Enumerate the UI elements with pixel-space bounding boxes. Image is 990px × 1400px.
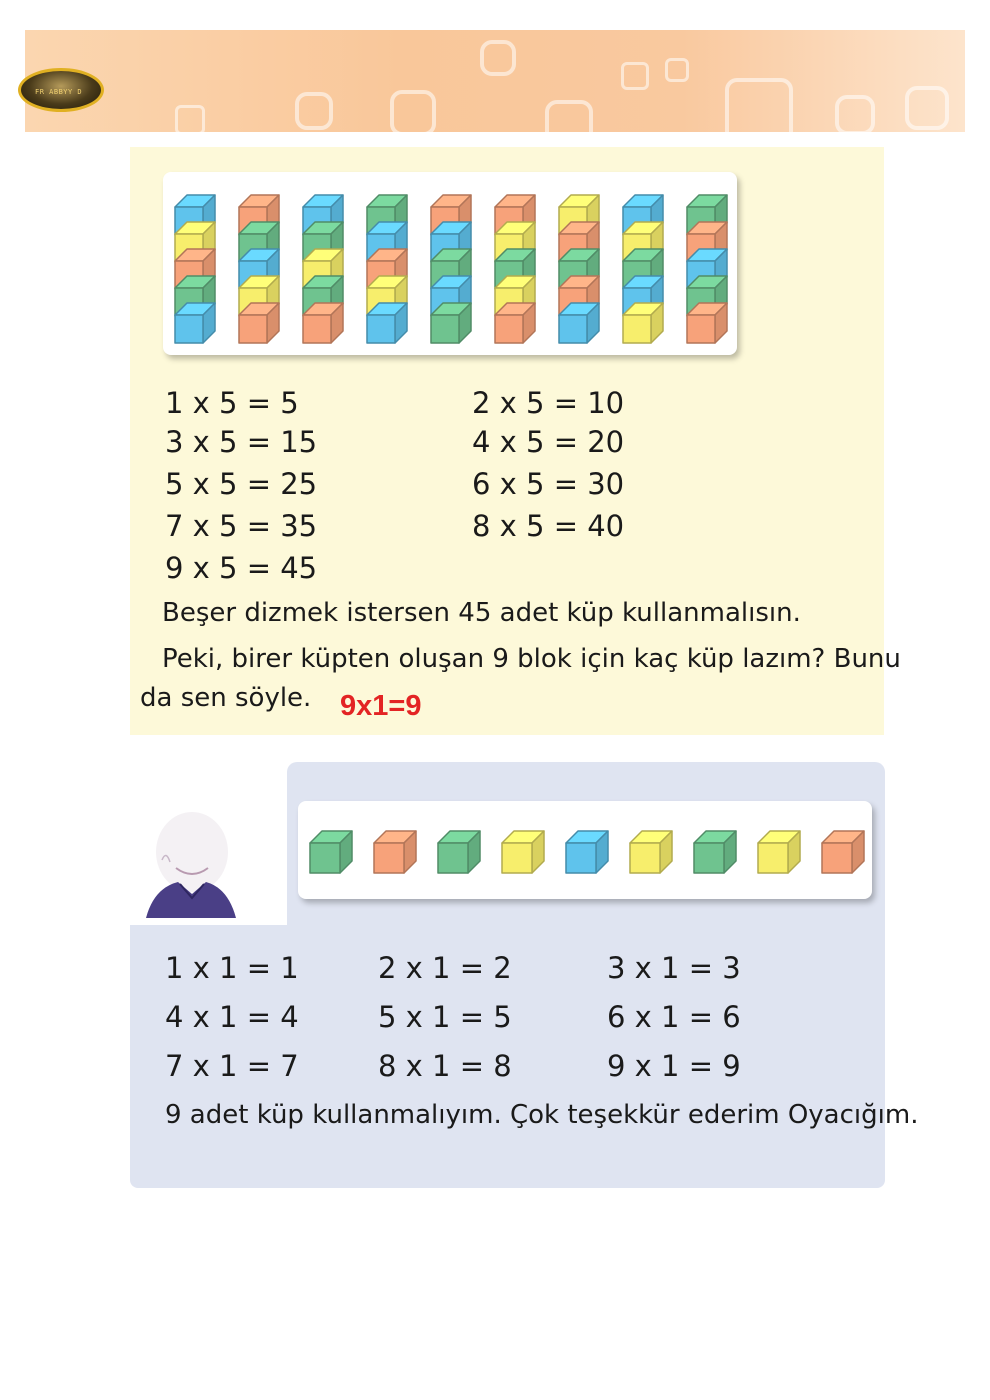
equation: 8 x 5 = 40: [472, 509, 625, 543]
cube: [495, 303, 535, 343]
handwritten-answer: 9x1=9: [340, 690, 422, 722]
cube-stacks: [163, 172, 737, 355]
equation: 6 x 1 = 6: [607, 1000, 741, 1034]
cube: [438, 831, 480, 873]
cube: [310, 831, 352, 873]
decor-square: [480, 40, 516, 76]
cube: [758, 831, 800, 873]
cube: [630, 831, 672, 873]
decor-square: [621, 62, 649, 90]
scanner-logo: FR ABBYY D: [18, 68, 104, 112]
equation: 7 x 5 = 35: [165, 509, 318, 543]
equation: 5 x 5 = 25: [165, 467, 318, 501]
cube: [566, 831, 608, 873]
cube: [374, 831, 416, 873]
question-line-1: Peki, birer küpten oluşan 9 blok için kaç küp lazım? Bunu: [162, 644, 901, 674]
equation: 4 x 5 = 20: [472, 425, 625, 459]
decor-square: [835, 95, 875, 132]
cube: [694, 831, 736, 873]
equation: 1 x 1 = 1: [165, 951, 299, 985]
decor-square: [390, 90, 436, 132]
equation: 9 x 5 = 45: [165, 551, 318, 585]
equation: 7 x 1 = 7: [165, 1049, 299, 1083]
cube: [367, 303, 407, 343]
cube: [623, 303, 663, 343]
equation: 5 x 1 = 5: [378, 1000, 512, 1034]
equation: 9 x 1 = 9: [607, 1049, 741, 1083]
equation: 2 x 5 = 10: [472, 386, 625, 420]
decor-square: [725, 78, 793, 132]
fives-sentence: Beşer dizmek istersen 45 adet küp kullanmalısın.: [162, 598, 801, 628]
equation: 3 x 1 = 3: [607, 951, 741, 985]
single-cubes-card: [298, 801, 872, 899]
equation: 2 x 1 = 2: [378, 951, 512, 985]
cube: [431, 303, 471, 343]
decor-square: [175, 105, 205, 132]
equation: 8 x 1 = 8: [378, 1049, 512, 1083]
equation: 3 x 5 = 15: [165, 425, 318, 459]
cube: [822, 831, 864, 873]
decor-square: [905, 86, 949, 130]
cube: [687, 303, 727, 343]
ones-sentence: 9 adet küp kullanmalıyım. Çok teşekkür ederim Oyacığım.: [165, 1100, 919, 1130]
equation: 1 x 5 = 5: [165, 386, 299, 420]
single-cubes: [298, 801, 872, 899]
cube-stacks-card: [163, 172, 737, 355]
cube: [239, 303, 279, 343]
decor-square: [295, 92, 333, 130]
header-banner: [25, 30, 965, 132]
equation: 4 x 1 = 4: [165, 1000, 299, 1034]
question-line-2: da sen söyle.: [140, 683, 312, 713]
cube: [559, 303, 599, 343]
decor-square: [665, 58, 689, 82]
child-illustration: [140, 790, 260, 920]
equation: 6 x 5 = 30: [472, 467, 625, 501]
cube: [502, 831, 544, 873]
decor-square: [545, 100, 593, 132]
cube: [303, 303, 343, 343]
cube: [175, 303, 215, 343]
